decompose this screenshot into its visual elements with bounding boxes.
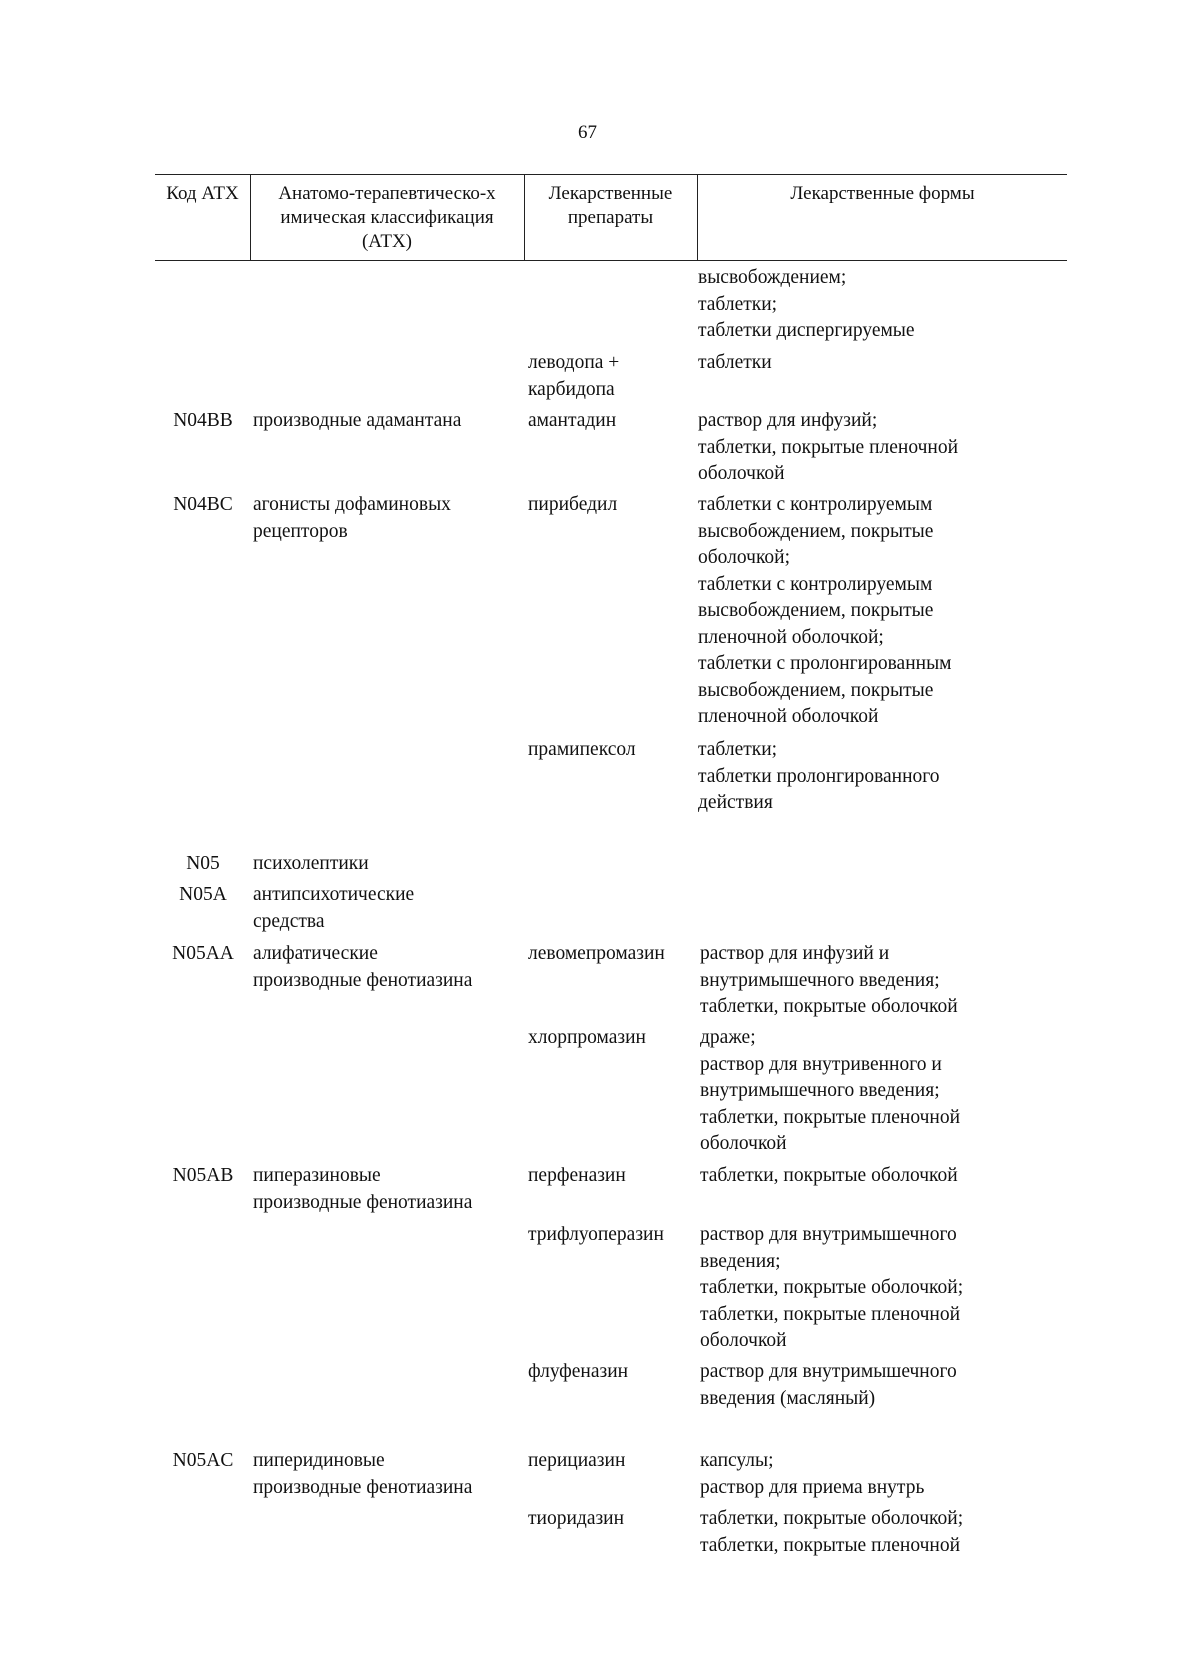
classification-cell: пиперазиновые производные фенотиазина (253, 1165, 473, 1213)
atc-code-cell: N04BC (173, 494, 233, 515)
forms-cell: таблетки с контролируемым высвобождением, покрытые оболочкой; таблетки с контролируемым высвобождением, покрытые пленочной оболочкой; таблетки с пролонгированным высвобождением, покрытые пленочной оболочкой (698, 494, 952, 727)
atc-code-cell: N05AC (172, 1450, 234, 1471)
classification-cell: пиперидиновые производные фенотиазина (253, 1450, 473, 1498)
header-bottom-rule (155, 260, 1067, 261)
forms-cell: таблетки, покрытые оболочкой (700, 1165, 958, 1186)
drug-cell: трифлуоперазин (528, 1224, 664, 1245)
classification-cell: антипсихотические средства (253, 884, 415, 932)
header-classification: Анатомо-терапевтическо-х имическая классификация (АТХ) (278, 183, 496, 252)
drug-cell: левомепромазин (528, 943, 665, 964)
drug-cell: леводопа + карбидопа (528, 352, 620, 400)
drug-cell: флуфеназин (528, 1361, 629, 1382)
header-forms: Лекарственные формы (790, 183, 975, 204)
page-number: 67 (578, 122, 597, 143)
forms-cell: раствор для инфузий; таблетки, покрытые пленочной оболочкой (698, 410, 959, 484)
atc-code-cell: N05 (186, 853, 220, 874)
atc-code-cell: N05A (179, 884, 227, 905)
atc-code-cell: N04BB (173, 410, 233, 431)
forms-cell: раствор для внутримышечного введения; таблетки, покрытые оболочкой; таблетки, покрытые пленочной оболочкой (700, 1224, 964, 1351)
classification-cell: психолептики (253, 853, 369, 874)
drug-cell: тиоридазин (528, 1508, 625, 1529)
forms-cell: драже; раствор для внутривенного и внутримышечного введения; таблетки, покрытые пленочной оболочкой (700, 1027, 961, 1154)
header-drugs: Лекарственные препараты (548, 183, 673, 228)
drug-cell: хлорпромазин (528, 1027, 646, 1048)
forms-cell: таблетки; таблетки пролонгированного действия (698, 739, 940, 813)
drug-cell: перфеназин (528, 1165, 626, 1186)
forms-cell: раствор для внутримышечного введения (масляный) (700, 1361, 957, 1409)
forms-cell: капсулы; раствор для приема внутрь (700, 1450, 925, 1498)
classification-cell: агонисты дофаминовых рецепторов (253, 494, 451, 542)
classification-cell: алифатические производные фенотиазина (253, 943, 473, 991)
drug-cell: прамипексол (528, 739, 636, 760)
atc-code-cell: N05AA (172, 943, 234, 964)
forms-cell: таблетки (698, 352, 772, 373)
forms-cell: высвобождением; таблетки; таблетки диспергируемые (698, 267, 915, 341)
forms-cell: таблетки, покрытые оболочкой; таблетки, покрытые пленочной (700, 1508, 964, 1556)
classification-cell: производные адамантана (253, 410, 462, 431)
drug-cell: амантадин (528, 410, 617, 431)
drug-cell: пирибедил (528, 494, 618, 515)
header-code: Код АТХ (166, 183, 239, 204)
table-top-rule (155, 174, 1067, 175)
drug-cell: перициазин (528, 1450, 626, 1471)
atc-code-cell: N05AB (172, 1165, 234, 1186)
forms-cell: раствор для инфузий и внутримышечного введения; таблетки, покрытые оболочкой (700, 943, 958, 1017)
